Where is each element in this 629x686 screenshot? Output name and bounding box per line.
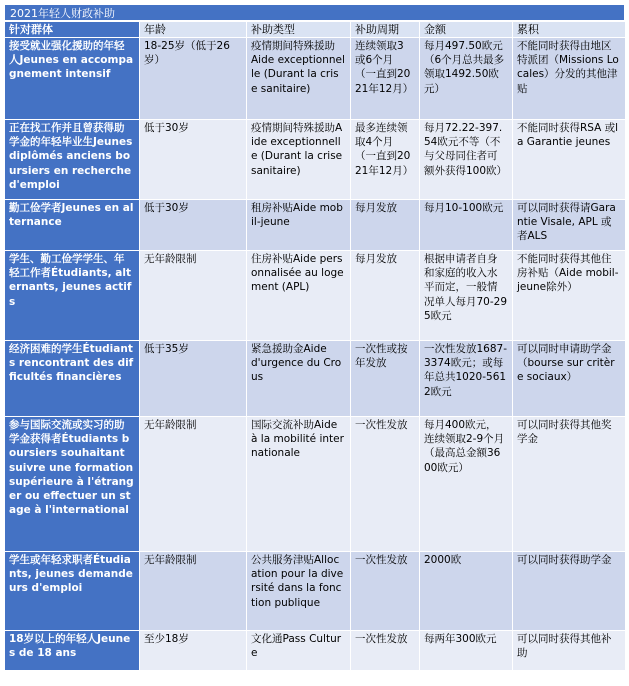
table-row <box>5 341 626 417</box>
aid-type-cell: 住房补贴Aide personnalisée au logement (APL) <box>247 251 351 341</box>
period-cell: 一次性发放 <box>351 552 420 631</box>
age-cell: 至少18岁 <box>140 631 247 671</box>
cumulation-cell: 不能同时获得RSA 或la Garantie jeunes <box>513 120 626 200</box>
aid-type-cell: 公共服务津贴Allocation pour la diversité dans la fonction publique <box>247 552 351 631</box>
aid-type-cell: 租房补贴Aide mobil-jeune <box>247 200 351 251</box>
aid-type-cell: 疫情期间特殊援助 Aide exceptionnelle (Durant la crise sanitaire) <box>247 38 351 120</box>
age-cell: 无年龄限制 <box>140 417 247 552</box>
period-cell: 每月发放 <box>351 200 420 251</box>
table-row <box>5 417 626 552</box>
table-row <box>5 552 626 631</box>
header-cumulation: 累积 <box>513 22 626 38</box>
aid-type-cell: 文化通Pass Culture <box>247 631 351 671</box>
cumulation-cell: 可以同时获得其他奖学金 <box>513 417 626 552</box>
aid-table <box>4 21 626 671</box>
header-row <box>5 22 626 38</box>
target-group-cell: 勤工俭学者Jeunes en alternance <box>5 200 140 251</box>
header-age: 年龄 <box>140 22 247 38</box>
cumulation-cell: 不能同时获得由地区特派团（Missions Locales）分发的其他津贴 <box>513 38 626 120</box>
period-cell: 一次性发放 <box>351 417 420 552</box>
amount-cell: 每月10-100欧元 <box>420 200 513 251</box>
cumulation-cell: 可以同时申请助学金（bourse sur critère sociaux） <box>513 341 626 417</box>
target-group-cell: 学生或年轻求职者Étudiants, jeunes demandeurs d'emploi <box>5 552 140 631</box>
amount-cell: 一次性发放1687-3374欧元；或每年总共1020-5612欧元 <box>420 341 513 417</box>
header-period: 补助周期 <box>351 22 420 38</box>
age-cell: 无年龄限制 <box>140 251 247 341</box>
target-group-cell: 学生、勤工俭学学生、年轻工作者Étudiants, alternants, jeunes actifs <box>5 251 140 341</box>
age-cell: 无年龄限制 <box>140 552 247 631</box>
aid-type-cell: 疫情期间特殊援助Aide exceptionnelle (Durant la crise sanitaire) <box>247 120 351 200</box>
header-amount: 金额 <box>420 22 513 38</box>
target-group-cell: 参与国际交流或实习的助学金获得者Étudiants boursiers souhaitant suivre une formation supérieure à l'étranger ou effectuer un stage à l'international <box>5 417 140 552</box>
target-group-cell: 正在找工作并且曾获得助学金的年轻毕业生Jeunes diplômés anciens boursiers en recherche d'emploi <box>5 120 140 200</box>
target-group-cell: 经济困难的学生Étudiants rencontrant des difficultés financières <box>5 341 140 417</box>
target-group-cell: 18岁以上的年轻人Jeunes de 18 ans <box>5 631 140 671</box>
period-cell: 一次性或按年发放 <box>351 341 420 417</box>
amount-cell: 每两年300欧元 <box>420 631 513 671</box>
age-cell: 低于30岁 <box>140 200 247 251</box>
cumulation-cell: 可以同时获得其他补助 <box>513 631 626 671</box>
period-cell: 一次性发放 <box>351 631 420 671</box>
period-cell: 最多连续领取4个月（一直到2021年12月） <box>351 120 420 200</box>
header-target-group: 针对群体 <box>5 22 140 38</box>
amount-cell: 2000欧 <box>420 552 513 631</box>
age-cell: 低于35岁 <box>140 341 247 417</box>
table-title: 2021年轻人财政补助 <box>4 4 625 21</box>
amount-cell: 根据申请者自身和家庭的收入水平而定，一般情况单人每月70-295欧元 <box>420 251 513 341</box>
table-row <box>5 38 626 120</box>
table-row <box>5 120 626 200</box>
header-aid-type: 补助类型 <box>247 22 351 38</box>
table-row <box>5 200 626 251</box>
cumulation-cell: 不能同时获得其他住房补贴（Aide mobil-jeune除外） <box>513 251 626 341</box>
period-cell: 每月发放 <box>351 251 420 341</box>
target-group-cell: 接受就业强化援助的年轻人Jeunes en accompagnement intensif <box>5 38 140 120</box>
period-cell: 连续领取3或6个月（一直到2021年12月） <box>351 38 420 120</box>
amount-cell: 每月497.50欧元（6个月总共最多领取1492.50欧元） <box>420 38 513 120</box>
aid-type-cell: 国际交流补助Aide à la mobilité internationale <box>247 417 351 552</box>
table-row <box>5 251 626 341</box>
amount-cell: 每月72.22-397.54欧元不等（不与父母同住者可额外获得100欧） <box>420 120 513 200</box>
aid-type-cell: 紧急援助金Aide d'urgence du Crous <box>247 341 351 417</box>
table-row <box>5 631 626 671</box>
age-cell: 18-25岁（低于26岁） <box>140 38 247 120</box>
cumulation-cell: 可以同时获得请Garantie Visale, APL 或者ALS <box>513 200 626 251</box>
aid-table-container <box>4 4 625 671</box>
cumulation-cell: 可以同时获得助学金 <box>513 552 626 631</box>
age-cell: 低于30岁 <box>140 120 247 200</box>
amount-cell: 每月400欧元，连续领取2-9个月（最高总金额3600欧元） <box>420 417 513 552</box>
